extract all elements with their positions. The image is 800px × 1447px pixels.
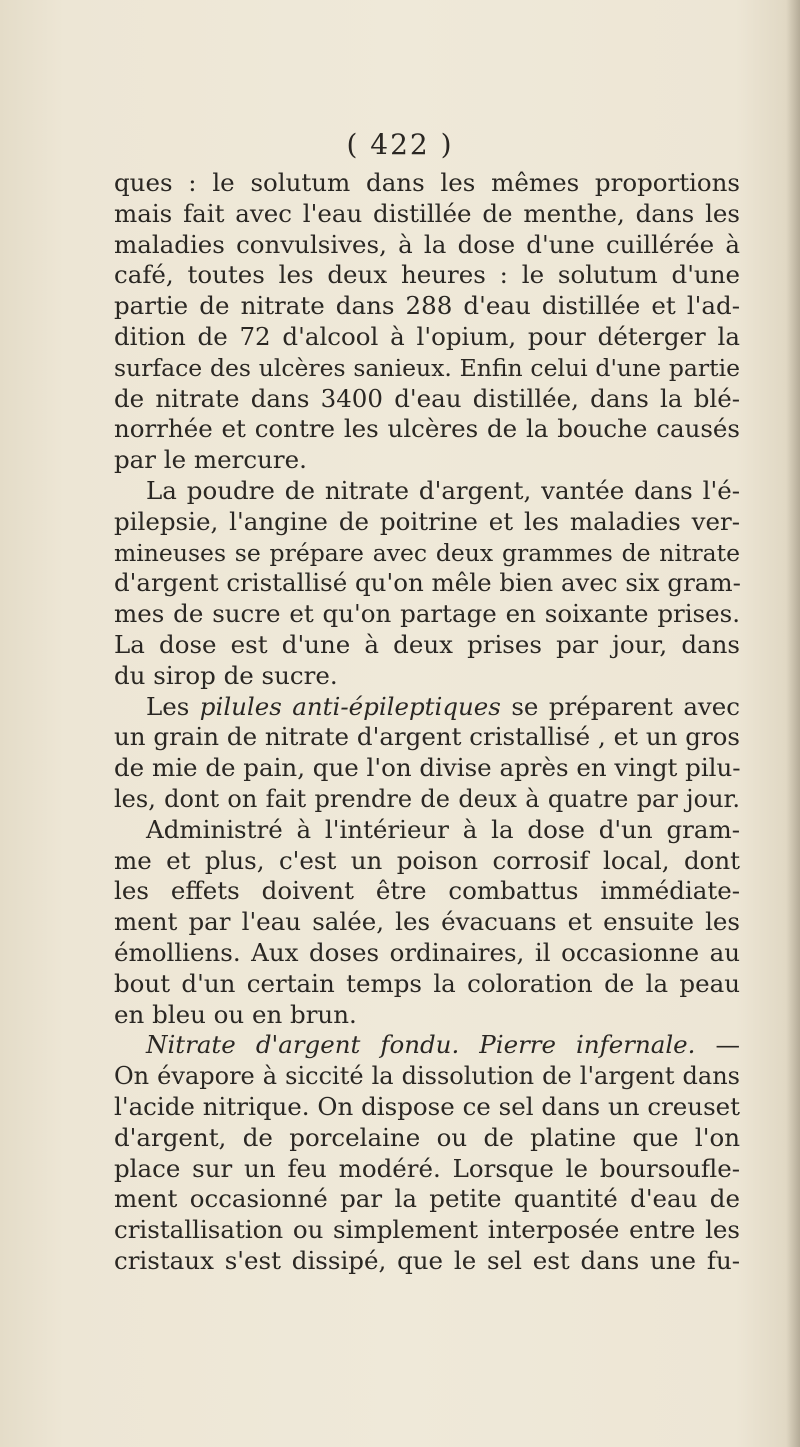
text-line: de mie de pain, que l'on divise après en vingt pilu- (114, 753, 741, 783)
text-line: d'argent, de porcelaine ou de platine que l'on (114, 1122, 740, 1152)
text-line: mineuses se prépare avec deux grammes de nitrate (114, 538, 740, 567)
text-line: l'acide nitrique. On dispose ce sel dans un creuset (114, 1091, 740, 1121)
pilules-italic-term: pilules anti-épileptiques (199, 691, 501, 721)
text-line: bout d'un certain temps la coloration de la peau (114, 968, 740, 998)
text-line: les, dont on fait prendre de deux à quatre par jour. (114, 784, 740, 813)
text-line: café, toutes les deux heures : le solutum d'une (114, 260, 740, 290)
text-line: ment par l'eau salée, les évacuans et ensuite les (114, 907, 740, 937)
text-line: émolliens. Aux doses ordinaires, il occasionne au (114, 937, 740, 967)
text-line: par le mercure. (114, 445, 307, 475)
text-line: mais fait avec l'eau distillée de menthe, dans les (114, 198, 740, 228)
text-line: dition de 72 d'alcool à l'opium, pour déterger la (114, 321, 740, 351)
text-line: mes de sucre et qu'on partage en soixante prises. (114, 599, 740, 629)
text-line: La poudre de nitrate d'argent, vantée dans l'é- (146, 475, 740, 505)
page-edge-shadow (786, 0, 800, 1447)
text-line: cristallisation ou simplement interposée entre les (114, 1215, 740, 1245)
text-line: de nitrate dans 3400 d'eau distillée, dans la blé- (114, 383, 740, 413)
text-line: ment occasionné par la petite quantité d'eau de (114, 1184, 740, 1214)
text-line: cristaux s'est dissipé, que le sel est dans une fu- (114, 1245, 740, 1275)
text-line: place sur un feu modéré. Lorsque le boursoufle- (114, 1153, 740, 1183)
page-number: ( 422 ) (346, 128, 454, 161)
text-line: pilepsie, l'angine de poitrine et les maladies ver- (114, 506, 740, 536)
text-line: d'argent cristallisé qu'on mêle bien avec six gram- (114, 568, 741, 598)
text-line: du sirop de sucre. (114, 660, 338, 690)
body-text (114, 168, 740, 1277)
text-line: On évapore à siccité la dissolution de l'argent dans (114, 1062, 740, 1091)
text-line: Administré à l'intérieur à la dose d'un gram- (146, 814, 740, 844)
text-line: en bleu ou en brun. (114, 999, 357, 1029)
nitrate-heading-italic: Nitrate d'argent fondu. Pierre infernale. (146, 1030, 696, 1060)
pilules-lead: Les (146, 691, 200, 721)
text-line: me et plus, c'est un poison corrosif local, dont (114, 845, 740, 875)
text-line-nitrate-heading (114, 1030, 740, 1061)
text-line: les effets doivent être combattus immédiate- (114, 876, 740, 906)
text-line: surface des ulcères sanieux. Enfin celui d'une partie (114, 353, 740, 382)
text-line: ques : le solutum dans les mêmes proportions (114, 168, 740, 197)
text-line: un grain de nitrate d'argent cristallisé , et un gros (114, 722, 740, 752)
text-line: maladies convulsives, à la dose d'une cuillérée à (114, 229, 740, 259)
nitrate-heading-dash: — (695, 1030, 741, 1060)
text-line-pilules (114, 692, 740, 723)
text-line: La dose est d'une à deux prises par jour, dans (114, 629, 740, 659)
pilules-rest: se préparent avec (500, 691, 740, 721)
text-line: partie de nitrate dans 288 d'eau distillée et l'ad- (114, 291, 740, 321)
text-line: norrhée et contre les ulcères de la bouche causés (114, 414, 740, 444)
